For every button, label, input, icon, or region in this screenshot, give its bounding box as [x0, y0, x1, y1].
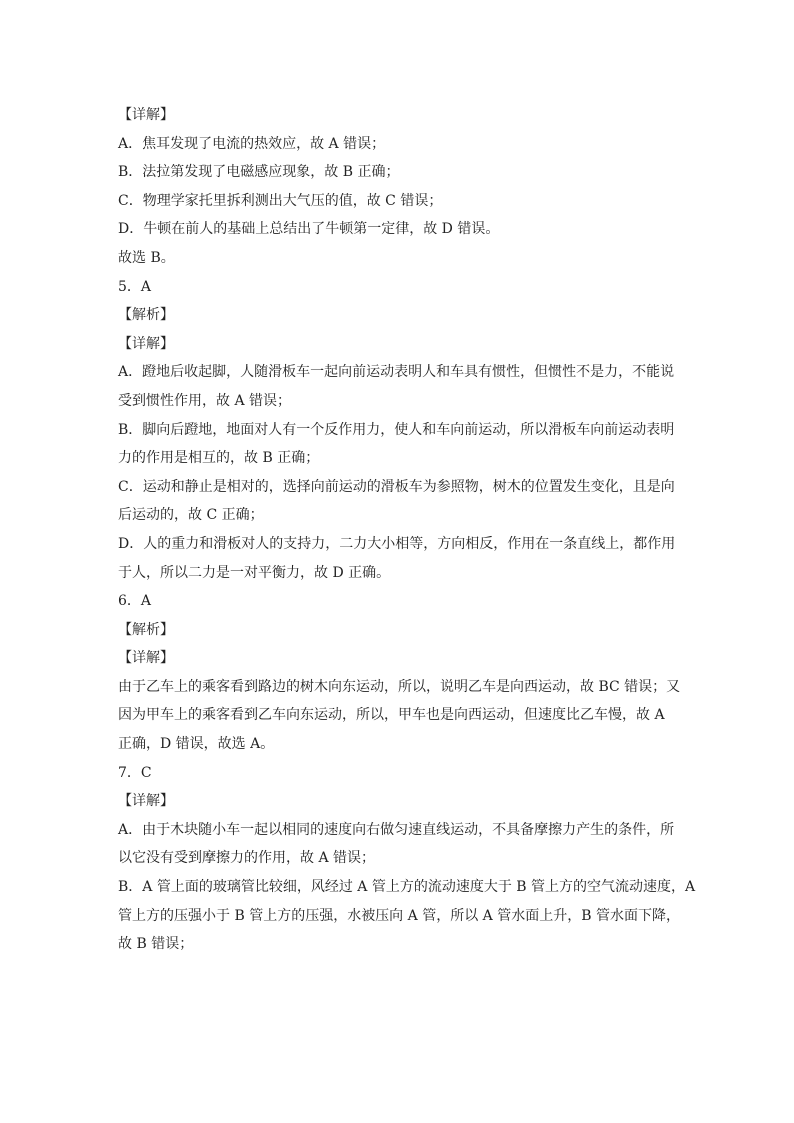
text-line: C．运动和静止是相对的，选择向前运动的滑板车为参照物，树木的位置发生变化，且是向: [118, 478, 675, 495]
section-heading-detail: 【详解】: [118, 335, 174, 352]
question-answer-5: 5．A: [118, 278, 152, 295]
text-line: D．人的重力和滑板对人的支持力，二力大小相等，方向相反，作用在一条直线上，都作用: [118, 535, 676, 552]
text-line: 正确，D 错误，故选 A。: [118, 736, 275, 753]
text-line: A．蹬地后收起脚，人随滑板车一起向前运动表明人和车具有惯性，但惯性不是力，不能说: [118, 364, 675, 381]
question-answer-7: 7．C: [118, 764, 152, 781]
text-line: 力的作用是相互的，故 B 正确；: [118, 450, 320, 467]
text-line: 以它没有受到摩擦力的作用，故 A 错误；: [118, 850, 376, 867]
text-line: B．法拉第发现了电磁感应现象，故 B 正确；: [118, 164, 400, 181]
section-heading-detail: 【详解】: [118, 650, 174, 667]
answer-text-block: [118, 101, 708, 959]
text-line: 于人，所以二力是一对平衡力，故 D 正确。: [118, 564, 391, 581]
text-line: B．A 管上面的玻璃管比较细，风经过 A 管上方的流动速度大于 B 管上方的空气流动速度，A: [118, 879, 696, 896]
text-line: 因为甲车上的乘客看到乙车向东运动，所以，甲车也是向西运动，但速度比乙车慢，故 A: [118, 707, 665, 724]
text-line: A．焦耳发现了电流的热效应，故 A 错误；: [118, 135, 386, 152]
text-line: 由于乙车上的乘客看到路边的树木向东运动，所以，说明乙车是向西运动，故 BC 错误；又: [118, 678, 681, 695]
text-line: 故 B 错误；: [118, 936, 194, 953]
text-line: B．脚向后蹬地，地面对人有一个反作用力，使人和车向前运动，所以滑板车向前运动表明: [118, 421, 675, 438]
text-line: 受到惯性作用，故 A 错误；: [118, 392, 292, 409]
question-answer-6: 6．A: [118, 593, 152, 610]
text-line: D．牛顿在前人的基础上总结出了牛顿第一定律，故 D 错误。: [118, 221, 500, 238]
section-heading-analysis: 【解析】: [118, 307, 174, 324]
text-line: 后运动的，故 C 正确；: [118, 507, 264, 524]
text-line: C．物理学家托里拆利测出大气压的值，故 C 错误；: [118, 192, 443, 209]
section-heading-analysis: 【解析】: [118, 621, 174, 638]
text-line: 故选 B。: [118, 249, 175, 266]
text-line: A．由于木块随小车一起以相同的速度向右做匀速直线运动，不具备摩擦力产生的条件，所: [118, 821, 675, 838]
text-line: 管上方的压强小于 B 管上方的压强，水被压向 A 管，所以 A 管水面上升，B 管水面下降，: [118, 907, 680, 924]
section-heading-detail: 【详解】: [118, 107, 174, 123]
section-heading-detail: 【详解】: [118, 793, 174, 810]
